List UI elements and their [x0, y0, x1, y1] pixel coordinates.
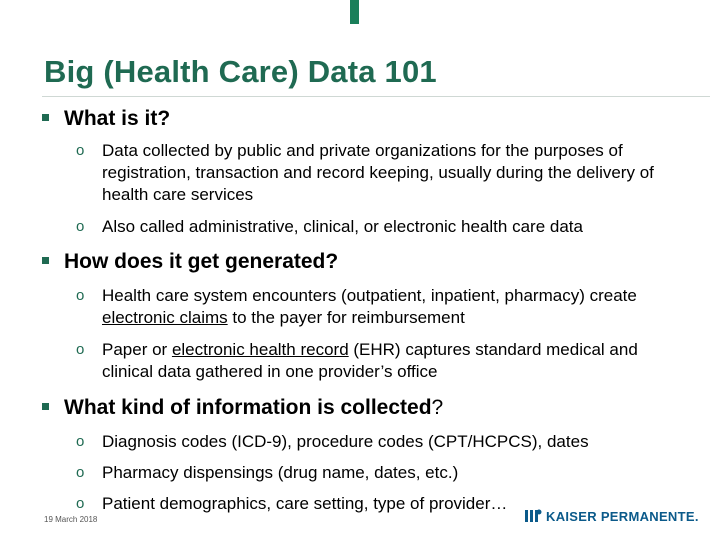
sub-bullet-text: Also called administrative, clinical, or electronic health care data — [102, 217, 583, 236]
circle-bullet-icon: o — [76, 495, 85, 512]
title-divider — [42, 96, 710, 97]
sub-bullet-text: Data collected by public and private organizations for the purposes of registration, transaction and record keeping, usually during the delivery of health care services — [102, 141, 654, 204]
circle-bullet-icon: o — [76, 287, 85, 304]
sub-bullet-text: Diagnosis codes (ICD-9), procedure codes (CPT/HCPCS), dates — [102, 432, 589, 451]
circle-bullet-icon: o — [76, 433, 85, 450]
square-bullet-icon — [42, 114, 49, 121]
sub-bullet-text: Paper or electronic health record (EHR) captures standard medical and clinical data gathered in one provider’s office — [102, 340, 638, 381]
bullet-heading-how: How does it get generated? — [42, 250, 338, 274]
square-bullet-icon — [42, 403, 49, 410]
sub-bullet — [76, 339, 686, 383]
square-bullet-icon — [42, 257, 49, 264]
accent-tick — [350, 0, 359, 24]
sub-bullet — [76, 140, 686, 206]
bullet-heading-what: What is it? — [42, 107, 170, 131]
footer-date: 19 March 2018 — [44, 515, 98, 524]
logo-text: KAISER PERMANENTE. — [546, 508, 699, 524]
ehr-link-text: electronic health record — [171, 340, 349, 359]
slide-title: Big (Health Care) Data 101 — [44, 54, 437, 89]
sub-bullet — [76, 285, 686, 329]
circle-bullet-icon: o — [76, 218, 85, 235]
kaiser-logo-icon — [524, 508, 542, 524]
sub-bullet — [76, 216, 686, 238]
bullet-heading-what-kind: What kind of information is collected? — [42, 396, 443, 420]
sub-bullet-text: Pharmacy dispensings (drug name, dates, etc.) — [102, 463, 459, 482]
circle-bullet-icon: o — [76, 464, 85, 481]
electronic-claims-link-text: electronic claims — [102, 308, 228, 327]
sub-bullet-text: Health care system encounters (outpatient, inpatient, pharmacy) create electronic claims to the payer for reimbursement — [102, 286, 637, 327]
sub-bullet-text: Patient demographics, care setting, type of provider… — [102, 494, 508, 513]
kaiser-logo — [524, 505, 699, 527]
circle-bullet-icon: o — [76, 142, 85, 159]
sub-bullet — [76, 462, 686, 484]
sub-bullet — [76, 431, 686, 453]
circle-bullet-icon: o — [76, 341, 85, 358]
